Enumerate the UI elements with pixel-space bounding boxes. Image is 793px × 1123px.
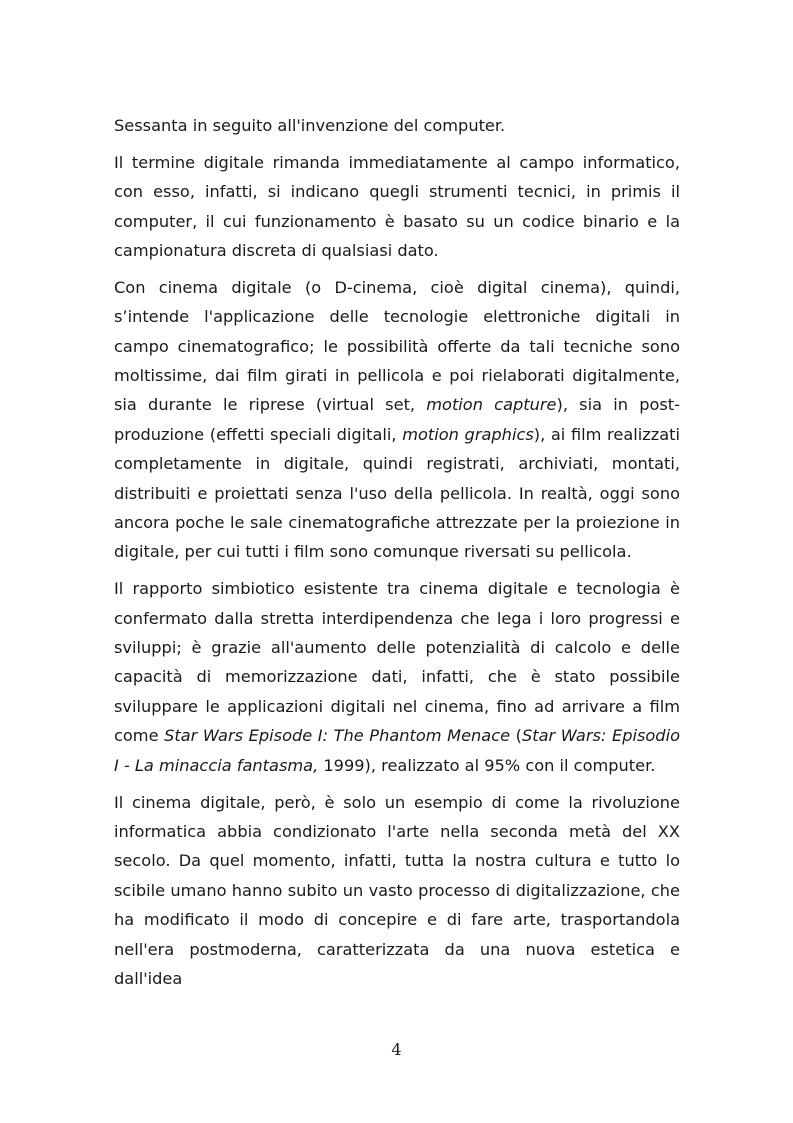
text-run: 1999), realizzato al 95% con il computer.: [318, 755, 656, 775]
page-number: 4: [391, 1040, 402, 1059]
italic-term: motion capture: [426, 395, 557, 415]
italic-term: motion graphics: [402, 424, 534, 444]
text-run: (: [510, 726, 522, 746]
paragraph-digital-term: Il termine digitale rimanda immediatamente al campo informatico, con esso, infatti, si indicano quegli strumenti tecnici, in primis il computer, il cui funzionamento è basato su un codice binario e la campionatura discreta di qualsiasi dato.: [114, 152, 680, 261]
text-run: ), ai film realizzati completamente in digitale, quindi registrati, archiviati, montati, distribuiti e proiettati senza l'uso della pellicola. In realtà, oggi sono ancora poche le sale cinematografiche attrezzate per la proiezione in digitale, per cui tutti i film sono comunque riversati su pellicola.: [114, 424, 680, 562]
body-text: [114, 111, 680, 1001]
paragraph-digital-cinema: [114, 273, 680, 567]
text-run: Il rapporto simbiotico esistente tra cinema digitale e tecnologia è confermato dalla stretta interdipendenza che lega i loro progressi e sviluppi; è grazie all'aumento delle potenzialità di calcolo e delle capacità di memorizzazione dati, infatti, che è stato possibile sviluppare le applicazioni digitali nel cinema, fino ad arrivare a film come: [114, 579, 680, 746]
italic-film-title: Star Wars Episode I: The Phantom Menace: [164, 726, 511, 746]
text-run: Con cinema digitale (o D-cinema, cioè digital cinema), quindi, s’intende l'applicazione delle tecnologie elettroniche digitali in campo cinematografico; le possibilità offerte da tali tecniche sono moltissime, dai film girati in pellicola e poi rielaborati digitalmente, sia durante le riprese (virtual set,: [114, 277, 680, 415]
italic-film-title: Star Wars: Episodio I - La minaccia fantasma,: [114, 726, 680, 775]
text-run: ), sia in post-produzione (effetti speciali digitali,: [114, 395, 680, 444]
paragraph-continuation: Sessanta in seguito all'invenzione del computer.: [114, 116, 506, 135]
paragraph-revolution: Il cinema digitale, però, è solo un esempio di come la rivoluzione informatica abbia condizionato l'arte nella seconda metà del XX secolo. Da quel momento, infatti, tutta la nostra cultura e tutto lo scibile umano hanno subito un vasto processo di digitalizzazione, che ha modificato il modo di concepire e di fare arte, trasportandola nell'era postmoderna, caratterizzata da una nuova estetica e dall'idea: [114, 792, 680, 988]
paragraph-symbiotic-relation: [114, 574, 680, 780]
